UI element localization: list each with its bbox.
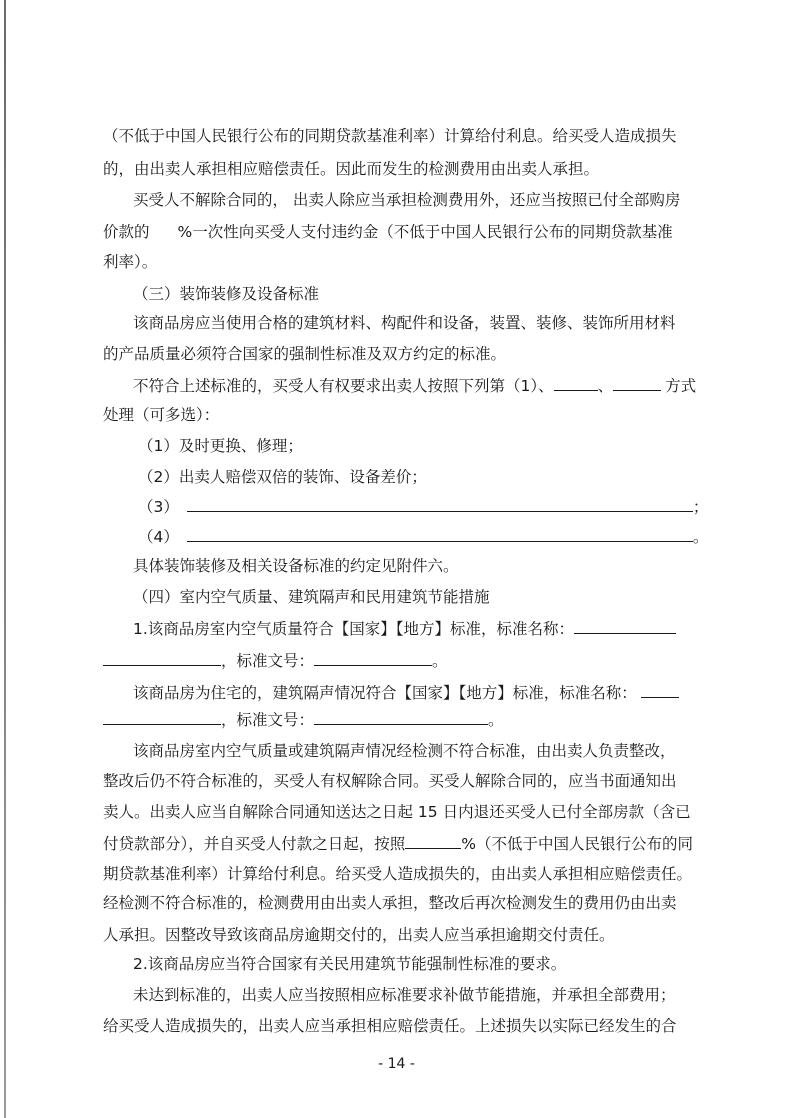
- fill-in-blank: [187, 526, 693, 542]
- option-item: （3） ；: [138, 498, 709, 516]
- scan-page-edge: [4, 0, 6, 1118]
- fill-in-blank: [103, 650, 221, 666]
- option-item: （1）及时更换、修理；: [138, 437, 303, 455]
- body-line: ，标准文号： 。: [103, 709, 703, 730]
- body-line: 买受人不解除合同的， 出卖人除应当承担检测费用外，还应当按照已付全部购房: [133, 191, 681, 209]
- body-line: 该商品房为住宅的，建筑隔声情况符合【国家】【地方】标准，标准名称：: [133, 682, 733, 703]
- body-line: 卖人。出卖人应当自解除合同通知送达之日起 15 日内退还买受人已付全部房款（含已: [103, 803, 691, 821]
- body-line: 人承担。因整改导致该商品房逾期交付的，出卖人应当承担逾期交付责任。: [103, 926, 615, 944]
- body-line: 付贷款部分），并自买受人付款之日起，按照 %（不低于中国人民银行公布的同: [103, 835, 693, 853]
- fill-in-blank: [314, 709, 488, 725]
- body-line: 2.该商品房应当符合国家有关民用建筑节能强制性标准的要求。: [133, 955, 567, 973]
- section-heading: （四）室内空气质量、建筑隔声和民用建筑节能措施: [133, 588, 490, 606]
- fill-in-blank: [314, 650, 432, 666]
- page-number: - 14 -: [378, 1056, 415, 1072]
- section-heading: （三）装饰装修及设备标准: [133, 285, 320, 303]
- fill-in-blank: [103, 709, 221, 725]
- body-line: ，标准文号： 。: [103, 650, 703, 671]
- option-item: （2）出卖人赔偿双倍的装饰、设备差价；: [138, 468, 427, 486]
- body-line: 整改后仍不符合标准的，买受人有权解除合同。买受人解除合同的，应当书面通知出: [103, 772, 677, 790]
- body-line: 处理（可多选）：: [103, 406, 220, 424]
- body-line: 价款的 %一次性向买受人支付违约金（不低于中国人民银行公布的同期贷款基准: [103, 223, 673, 241]
- body-line: 具体装饰装修及相关设备标准的约定见附件六。: [133, 557, 459, 575]
- body-line: 的产品质量必须符合国家的强制性标准及双方约定的标准。: [103, 345, 507, 363]
- body-line: 给买受人造成损失的，出卖人应当承担相应赔偿责任。上述损失以实际已经发生的合: [103, 1017, 677, 1035]
- body-line: 期贷款基准利率）计算给付利息。给买受人造成损失的，由出卖人承担相应赔偿责任。: [103, 865, 693, 883]
- body-line: 未达到标准的，出卖人应当按照相应标准要求补做节能措施，并承担全部费用；: [133, 986, 676, 1004]
- body-line: （不低于中国人民银行公布的同期贷款基准利率）计算给付利息。给买受人造成损失: [103, 127, 677, 145]
- fill-in-blank: [641, 682, 679, 698]
- body-line: 1.该商品房室内空气质量符合【国家】【地方】标准，标准名称：: [133, 618, 733, 639]
- body-line: 经检测不符合标准的，检测费用由出卖人承担，整改后再次检测发生的费用仍由出卖: [103, 894, 677, 912]
- body-line: 的，由出卖人承担相应赔偿责任。因此而发生的检测费用由出卖人承担。: [103, 160, 600, 178]
- body-line: 利率）。: [103, 253, 158, 271]
- fill-in-blank: [187, 496, 693, 512]
- body-line: 该商品房应当使用合格的建筑材料、构配件和设备，装置、装修、装饰所用材料: [133, 314, 676, 332]
- option-item: （4） 。: [138, 528, 709, 546]
- fill-in-blank: [574, 618, 676, 634]
- body-line: 不符合上述标准的，买受人有权要求出卖人按照下列第（1）、 、 方式: [133, 377, 697, 395]
- body-line: 该商品房室内空气质量或建筑隔声情况经检测不符合标准，由出卖人负责整改，: [133, 742, 676, 760]
- fill-in-blank: [405, 833, 461, 849]
